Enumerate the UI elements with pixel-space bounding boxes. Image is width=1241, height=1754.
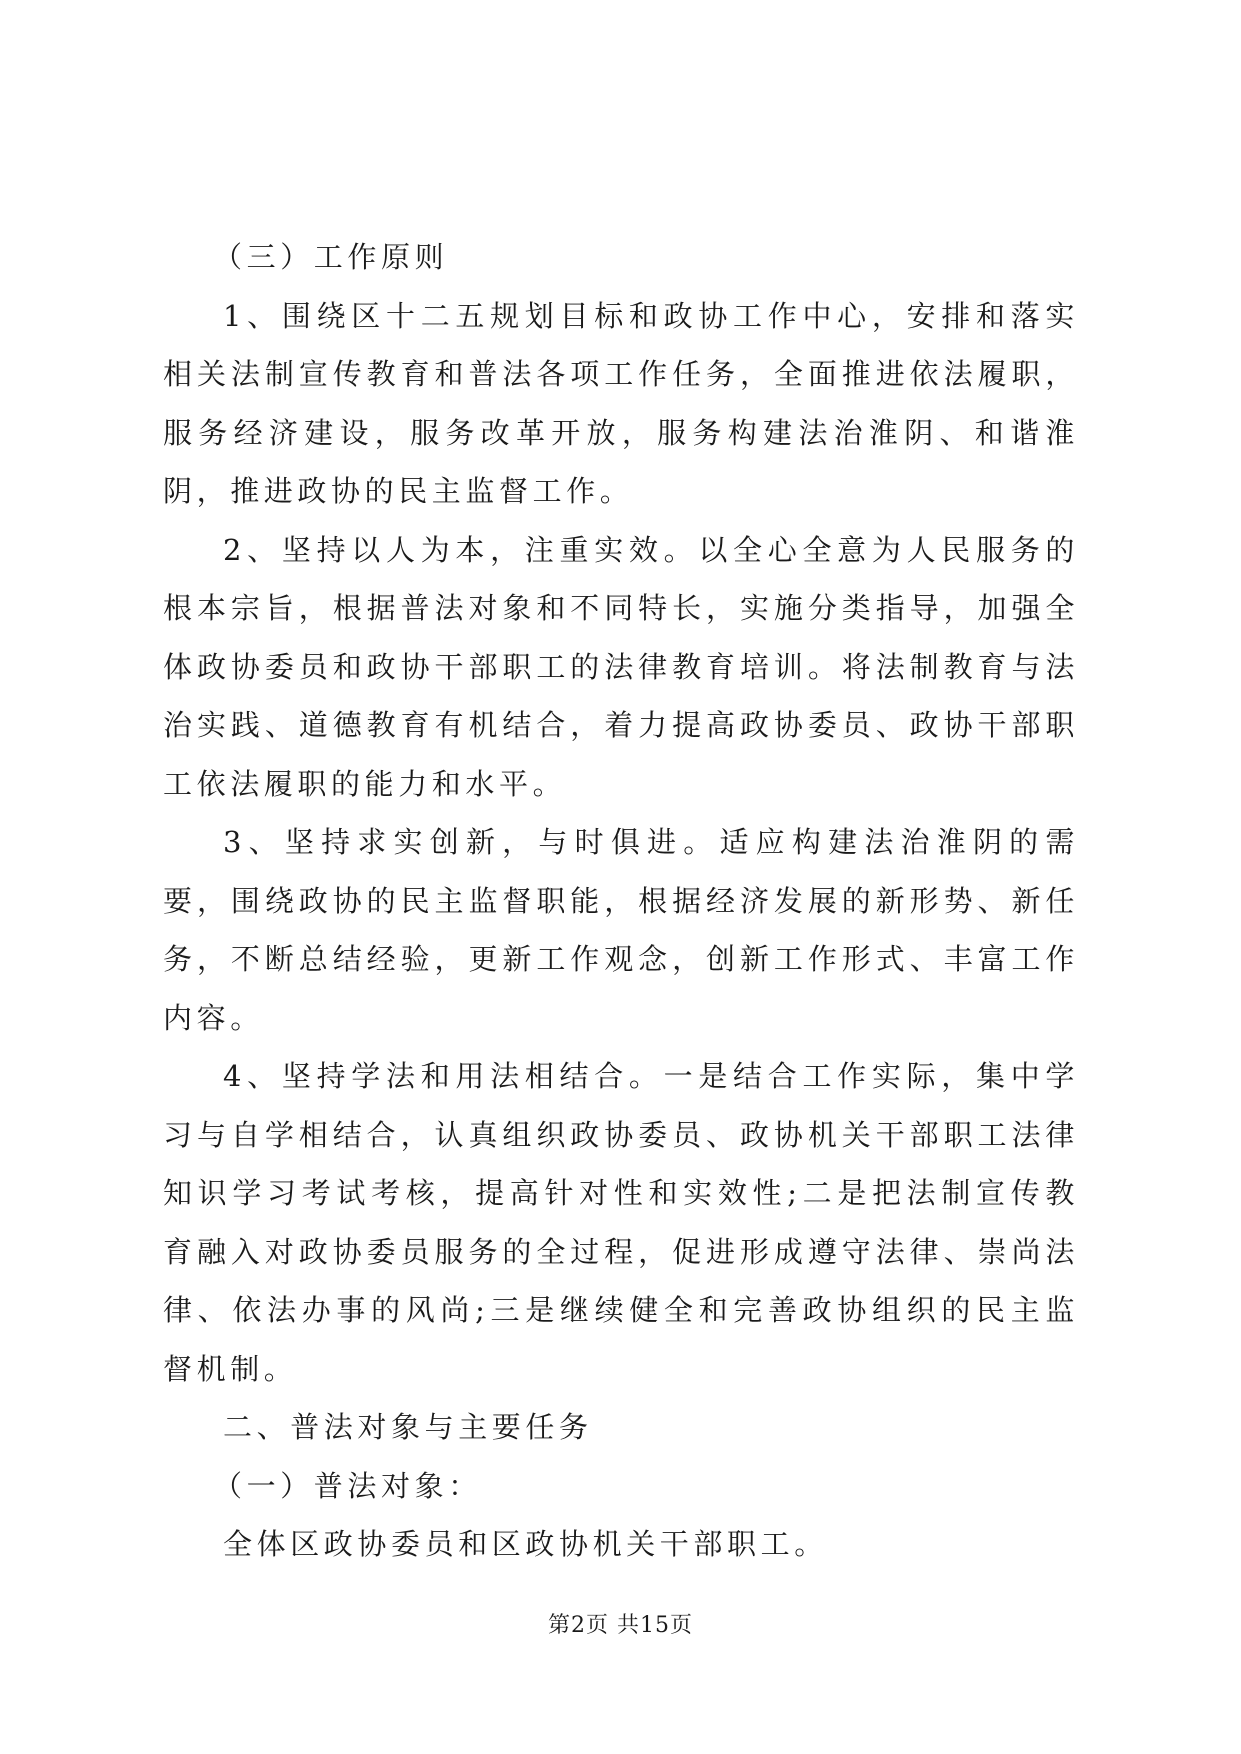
- principle-3: 3、坚持求实创新，与时俱进。适应构建法治淮阴的需要，围绕政协的民主监督职能，根据经济发展的新形势、新任务，不断总结经验，更新工作观念，创新工作形式、丰富工作内容。: [163, 825, 1079, 1035]
- page-number-footer: 第2页 共15页: [548, 1613, 693, 1638]
- targets-description: 全体区政协委员和区政协机关干部职工。: [223, 1527, 828, 1561]
- principle-4: 4、坚持学法和用法相结合。一是结合工作实际，集中学习与自学相结合，认真组织政协委员、政协机关干部职工法律知识学习考试考核，提高针对性和实效性;二是把法制宣传教育融入对政协委员服务的全过程，促进形成遵守法律、崇尚法律、依法办事的风尚;三是继续健全和完善政协组织的民主监督机制。: [163, 1059, 1079, 1386]
- principle-2: 2、坚持以人为本，注重实效。以全心全意为人民服务的根本宗旨，根据普法对象和不同特长，实施分类指导，加强全体政协委员和政协干部职工的法律教育培训。将法制教育与法治实践、道德教育有机结合，着力提高政协委员、政协干部职工依法履职的能力和水平。: [163, 532, 1079, 801]
- section-heading-targets-tasks: 二、普法对象与主要任务: [223, 1410, 593, 1444]
- principle-1: 1、围绕区十二五规划目标和政协工作中心，安排和落实相关法制宣传教育和普法各项工作任务，全面推进依法履职，服务经济建设，服务改革开放，服务构建法治淮阴、和谐淮阴，推进政协的民主监督工作。: [163, 298, 1079, 508]
- subsection-heading-targets: （一）普法对象：: [213, 1468, 482, 1503]
- document-body: [163, 228, 1079, 1574]
- section-heading-principles: （三）工作原则: [213, 240, 449, 274]
